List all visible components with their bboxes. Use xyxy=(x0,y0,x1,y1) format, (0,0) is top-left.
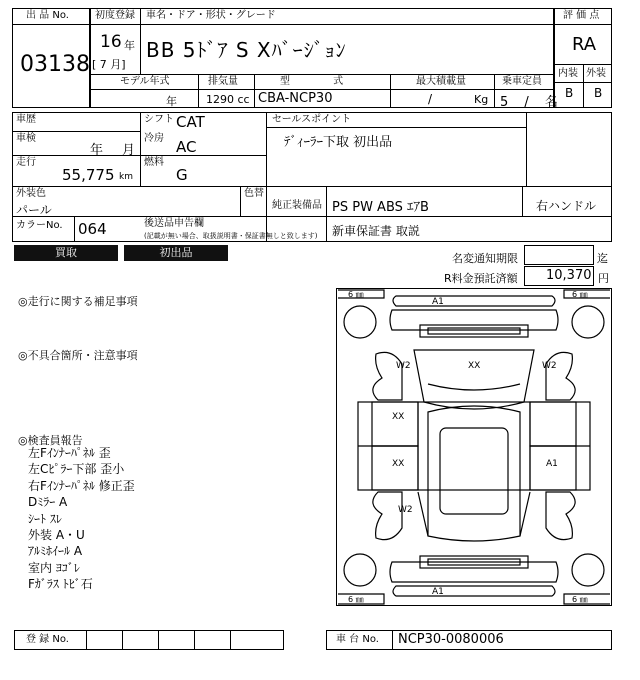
type-value: CBA-NCP30 xyxy=(258,91,333,106)
first-reg-year-unit: 年 xyxy=(124,39,135,52)
reg-no-label: 登 録 No. xyxy=(26,634,69,645)
inspector-notes xyxy=(28,445,135,593)
delivery-note: (記載が無い場合、取扱説明書・保証書無しと致します) xyxy=(144,232,318,240)
color-change-label: 色替 xyxy=(244,188,264,199)
model-year-label: モデル年式 xyxy=(120,76,170,87)
inspector-note: 室内 ﾖｺﾞﾚ xyxy=(28,560,80,575)
tire-label-rear-left: 6 ㎜ xyxy=(348,595,364,604)
purchase-bar: 買取 xyxy=(14,245,118,261)
mark-front-bumper: A1 xyxy=(432,297,444,307)
name-change-box xyxy=(524,245,594,265)
max-load-label: 最大積載量 xyxy=(416,76,466,87)
ac: AC xyxy=(176,138,197,156)
model-year-unit: 年 xyxy=(166,95,177,108)
chassis-no: NCP30-0080006 xyxy=(398,632,504,647)
fuel-label: 燃料 xyxy=(144,157,164,168)
driving-notes-label: ◎走行に関する補足事項 xyxy=(18,295,138,308)
color-no-label: カラーNo. xyxy=(16,220,63,231)
inspector-note: Fｶﾞﾗｽ ﾄﾋﾞ石 xyxy=(28,577,93,592)
exterior-grade: B xyxy=(594,86,603,100)
displacement: 1290 cc xyxy=(206,93,250,106)
shaken-label: 車検 xyxy=(16,133,36,144)
warranty: 新車保証書 取説 xyxy=(332,224,420,238)
max-load-unit: Kg xyxy=(474,93,489,106)
mark-left-front-fender: W2 xyxy=(396,361,411,371)
recycle-value: 10,370 xyxy=(546,268,592,283)
car-name: BB 5ﾄﾞｱ S Xﾊﾞｰｼﾞｮﾝ xyxy=(146,38,347,62)
shift: CAT xyxy=(176,113,205,131)
inspector-label: ◎検査員報告 xyxy=(18,434,83,447)
interior-label: 内装 xyxy=(558,68,578,79)
capacity-value: 5 / 名 xyxy=(500,95,558,110)
shift-label: シフト xyxy=(144,114,174,125)
car-name-label: 車名・ドア・形状・グレード xyxy=(146,10,276,21)
interior-grade: B xyxy=(565,86,574,100)
recycle-suffix: 円 xyxy=(598,272,609,285)
chassis-label: 車 台 No. xyxy=(336,634,379,645)
name-change-label: 名変通知期限 xyxy=(452,252,518,265)
mileage-label: 走行 xyxy=(16,157,36,168)
tire-label-front-right: 6 ㎜ xyxy=(572,290,588,299)
tire-label-rear-right: 6 ㎜ xyxy=(572,595,588,604)
inspector-note: 左Cﾋﾟﾗｰ下部 歪小 xyxy=(28,462,125,477)
first-listing-bar: 初出品 xyxy=(124,245,228,261)
displacement-label: 排気量 xyxy=(208,76,238,87)
mark-hood: XX xyxy=(468,361,481,371)
inspector-note: 左Fｲﾝﾅｰﾊﾟﾈﾙ 歪 xyxy=(28,446,111,460)
max-load-slash: / xyxy=(428,92,433,106)
fuel: G xyxy=(176,166,188,184)
defects-label: ◎不具合箇所・注意事項 xyxy=(18,349,138,362)
mark-right-front-fender: W2 xyxy=(542,361,557,371)
mark-left-front-door: XX xyxy=(392,412,405,422)
mileage: 55,775 xyxy=(62,166,115,184)
lot-no: 03138 xyxy=(20,52,90,77)
rating: RA xyxy=(572,34,597,55)
capacity-label: 乗車定員 xyxy=(502,76,542,87)
shaken-year: 年 xyxy=(90,143,104,158)
ext-color-label: 外装色 xyxy=(16,188,46,199)
type-label: 型 式 xyxy=(280,76,344,87)
history-label: 車歴 xyxy=(16,114,36,125)
inspector-note: ｼｰﾄ ｽﾚ xyxy=(28,511,62,526)
lot-no-label: 出 品 No. xyxy=(26,10,69,21)
mark-left-rear-door: XX xyxy=(392,459,405,469)
mark-rear-bumper: A1 xyxy=(432,587,444,597)
delivery-label: 後送品申告欄 xyxy=(144,218,204,229)
steering: 右ハンドル xyxy=(536,199,597,213)
inspector-note: ｱﾙﾐﾎｲｰﾙ A xyxy=(28,544,83,559)
rating-label: 評 価 点 xyxy=(563,10,600,21)
mark-right-rear-door: A1 xyxy=(546,459,558,469)
recycle-label: R料金預託済額 xyxy=(444,272,518,285)
inspector-note: Dﾐﾗｰ A xyxy=(28,495,68,510)
car-diagram xyxy=(336,288,612,606)
mileage-unit: km xyxy=(119,172,133,182)
mark-right-rear-fender: W2 xyxy=(398,505,413,515)
inspector-note: 右Fｲﾝﾅｰﾊﾟﾈﾙ 修正歪 xyxy=(28,478,135,493)
sales-point: ﾃﾞｨｰﾗｰ下取 初出品 xyxy=(284,135,393,150)
name-change-suffix: 迄 xyxy=(597,252,608,265)
color-no: 064 xyxy=(78,220,107,238)
exterior-label: 外装 xyxy=(586,68,606,79)
tire-label-front-left: 6 ㎜ xyxy=(348,290,364,299)
sales-point-label: セールスポイント xyxy=(272,114,352,125)
first-reg-month: [ 7 月] xyxy=(92,58,126,71)
inspector-note: 外装 A・U xyxy=(28,528,85,543)
ext-color: パール xyxy=(16,203,52,217)
equipment: PS PW ABS ｴｱB xyxy=(332,200,429,215)
equipment-label: 純正装備品 xyxy=(272,200,322,211)
first-reg-year: 16 xyxy=(100,32,122,52)
shaken-month: 月 xyxy=(122,143,136,158)
ac-label: 冷房 xyxy=(144,133,164,144)
first-reg-label: 初度登録 xyxy=(95,10,135,21)
